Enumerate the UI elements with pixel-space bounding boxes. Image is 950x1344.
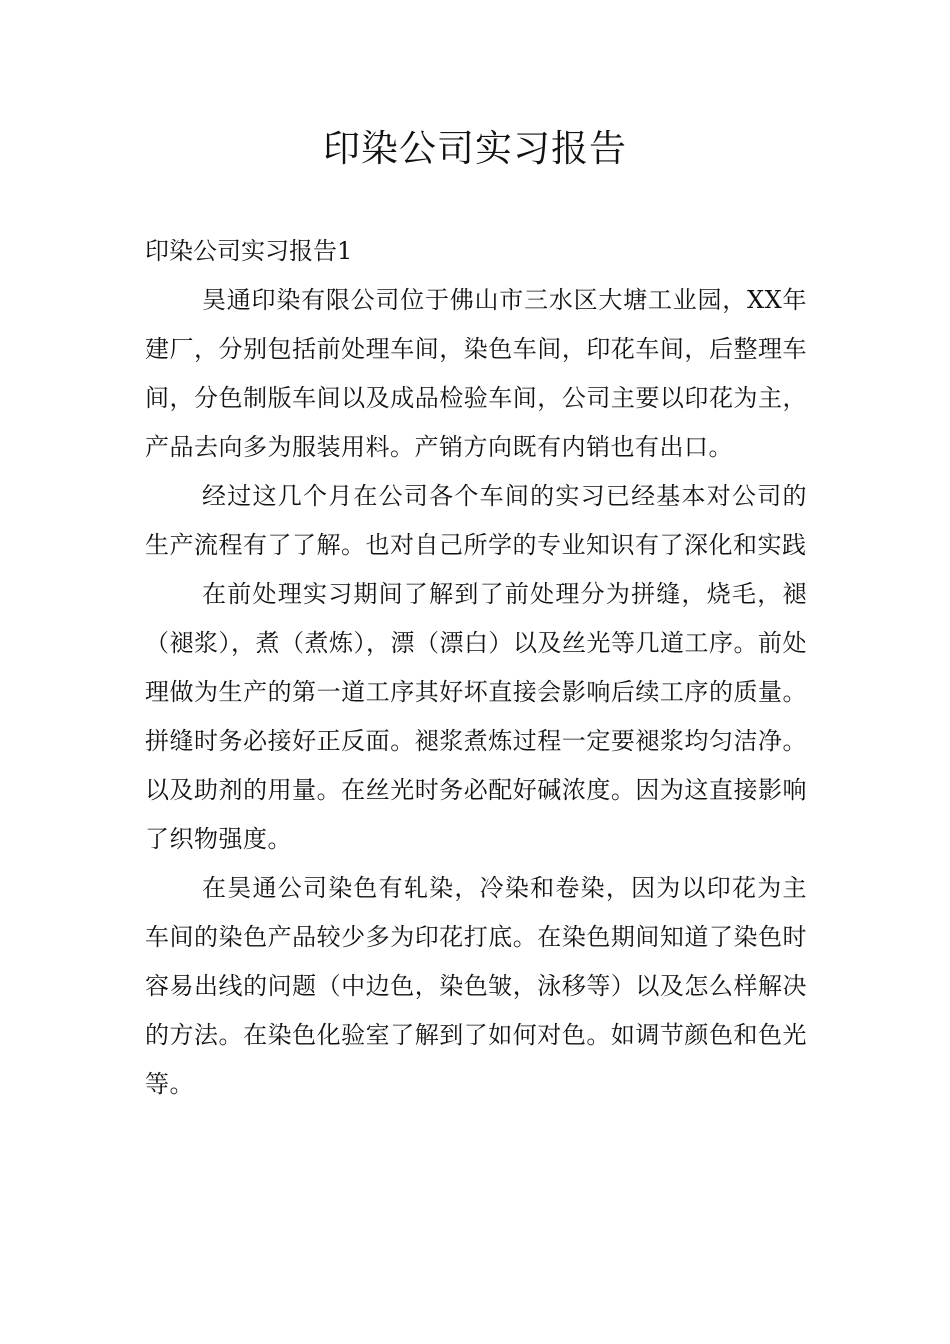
document-title: 印染公司实习报告: [323, 127, 627, 170]
document-body: [145, 227, 807, 1109]
paragraph-internship-overview: 经过这几个月在公司各个车间的实习已经基本对公司的生产流程有了了解。也对自己所学的专业知识有了深化和实践: [145, 482, 807, 559]
section-heading: 印染公司实习报告1: [145, 237, 353, 265]
paragraph-pretreatment: 在前处理实习期间了解到了前处理分为拼缝，烧毛，褪（褪浆），煮（煮炼），漂（漂白）以及丝光等几道工序。前处理做为生产的第一道工序其好坏直接会影响后续工序的质量。拼缝时务必接好正反面。褪浆煮炼过程一定要褪浆均匀洁净。以及助剂的用量。在丝光时务必配好碱浓度。因为这直接影响了织物强度。: [145, 580, 807, 853]
paragraph-company-intro: 昊通印染有限公司位于佛山市三水区大塘工业园，XX年建厂，分别包括前处理车间，染色车间，印花车间，后整理车间，分色制版车间以及成品检验车间，公司主要以印花为主，产品去向多为服装用料。产销方向既有内销也有出口。: [145, 286, 807, 461]
paragraph-dyeing: 在昊通公司染色有轧染，冷染和卷染，因为以印花为主车间的染色产品较少多为印花打底。在染色期间知道了染色时容易出线的问题（中边色，染色皱，泳移等）以及怎么样解决的方法。在染色化验室了解到了如何对色。如调节颜色和色光等。: [145, 874, 807, 1098]
